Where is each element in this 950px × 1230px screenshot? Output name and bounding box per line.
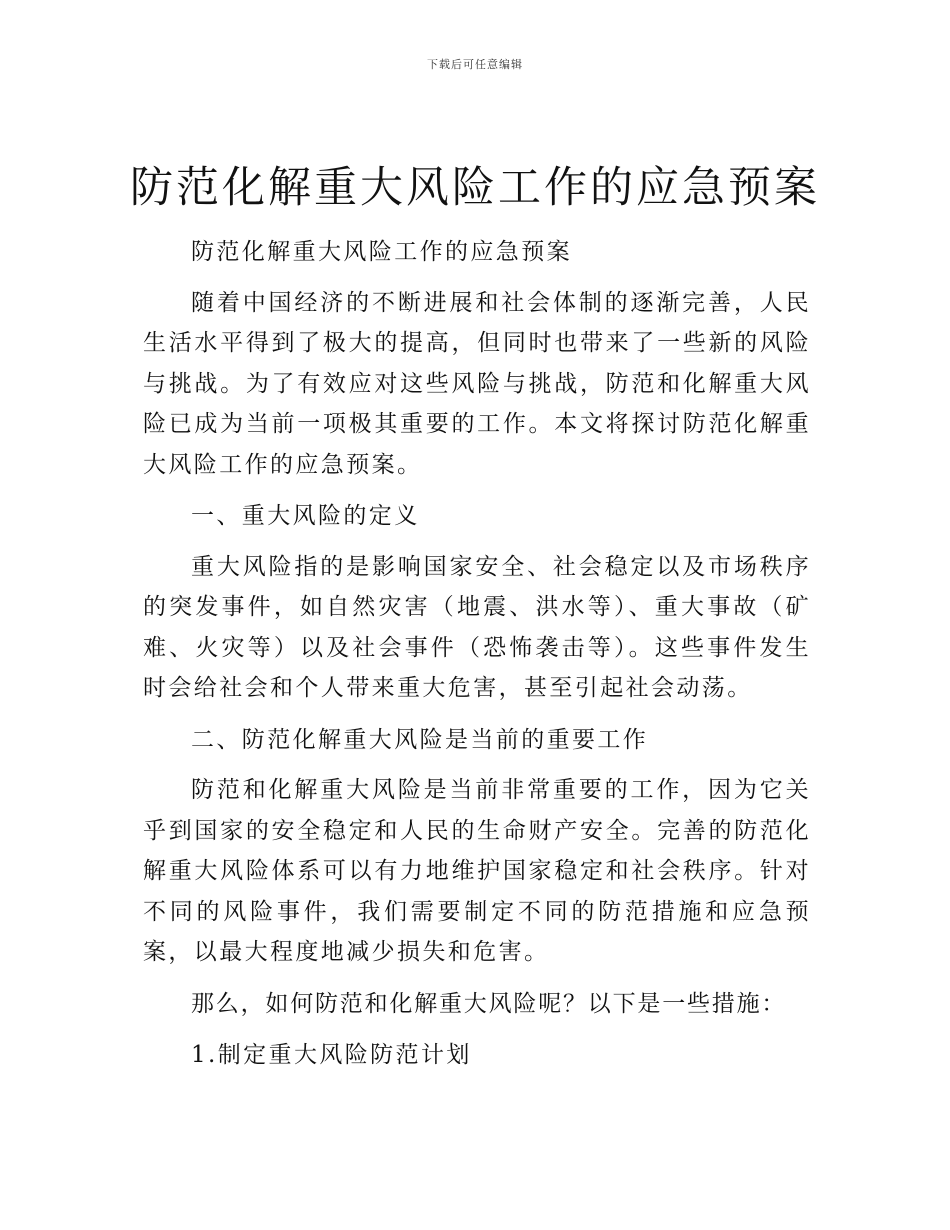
measures-intro-paragraph: 那么，如何防范和化解重大风险呢？以下是一些措施：: [191, 990, 787, 1017]
section-heading-definition: 一、重大风险的定义: [191, 503, 420, 529]
measure-item-1: 1.制定重大风险防范计划: [191, 1042, 472, 1068]
header-note: 下载后可任意编辑: [427, 58, 523, 71]
importance-paragraph: 防范和化解重大风险是当前非常重要的工作，因为它关乎到国家的安全稳定和人民的生命财产安全。完善的防范化解重大风险体系可以有力地维护国家稳定和社会秩序。针对不同的风险事件，我们需要制定不同的防范措施和应急预案，以最大程度地减少损失和危害。: [143, 777, 811, 965]
document-title: 防范化解重大风险工作的应急预案: [130, 163, 820, 213]
intro-paragraph: 随着中国经济的不断进展和社会体制的逐渐完善，人民生活水平得到了极大的提高，但同时也带来了一些新的风险与挑战。为了有效应对这些风险与挑战，防范和化解重大风险已成为当前一项极其重要的工作。本文将探讨防范化解重大风险工作的应急预案。: [143, 289, 811, 478]
section-heading-importance: 二、防范化解重大风险是当前的重要工作: [191, 726, 649, 753]
document-body: [143, 232, 811, 1086]
subtitle-paragraph: 防范化解重大风险工作的应急预案: [191, 239, 572, 265]
definition-paragraph: 重大风险指的是影响国家安全、社会稳定以及市场秩序的突发事件，如自然灾害（地震、洪水等）、重大事故（矿难、火灾等）以及社会事件（恐怖袭击等）。这些事件发生时会给社会和个人带来重大危害，甚至引起社会动荡。: [143, 553, 811, 701]
